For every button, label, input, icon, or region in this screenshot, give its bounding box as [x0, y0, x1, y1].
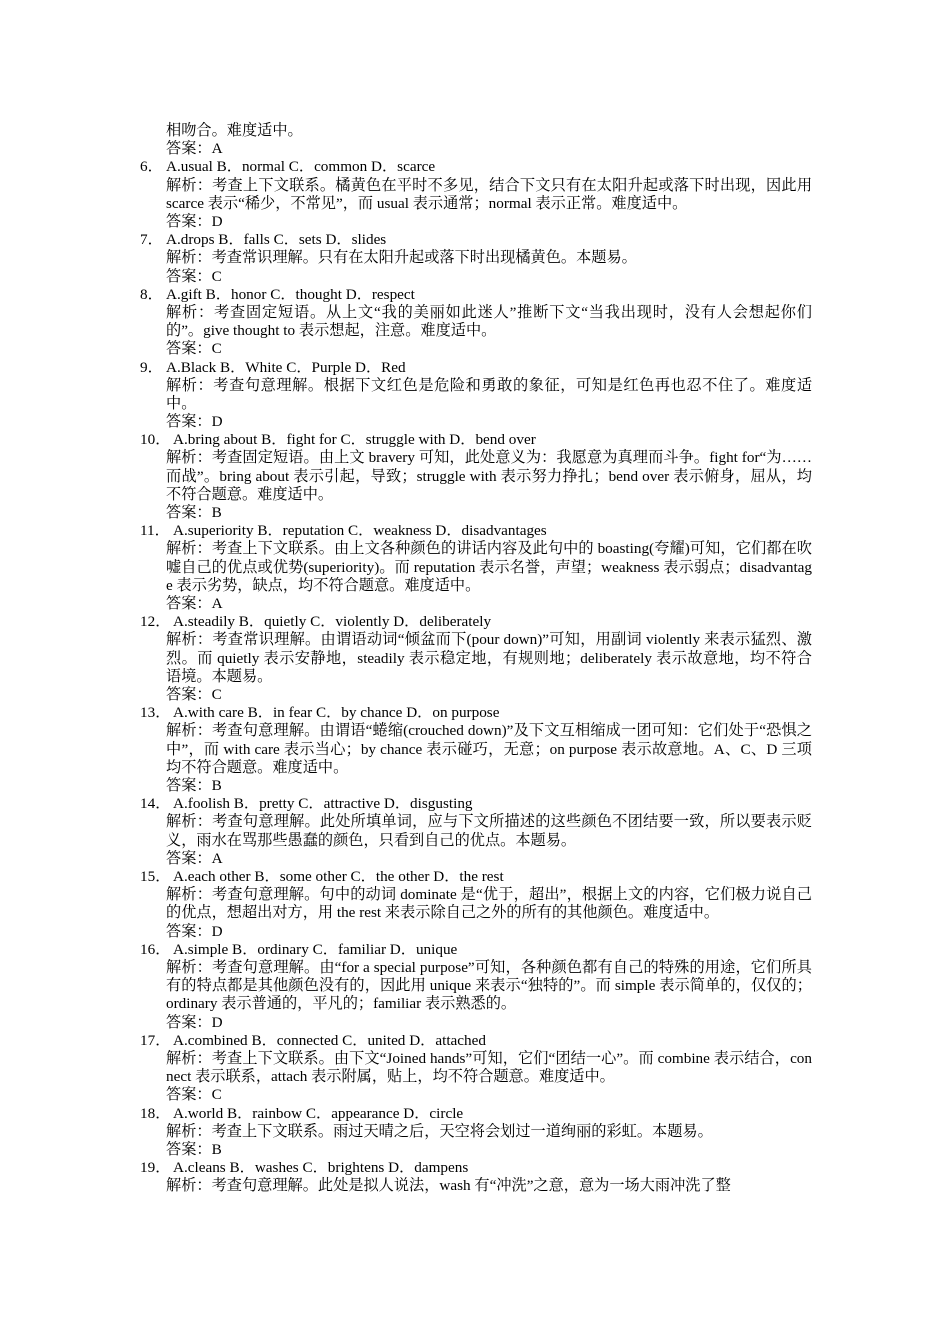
question-options: A.foolish B．pretty C．attractive D．disgusting [173, 795, 473, 813]
analysis-text: 解析：考查句意理解。由“for a special purpose”可知，各种颜色都有自己的特殊的用途，它们所具有的特点都是其他颜色没有的，因此用 unique 来表示“独特的”。而 simple 表示简单的，仅仅的；ordinary 表示普通的，平凡的；familiar 表示熟悉的。 [166, 958, 812, 1013]
question-item [140, 613, 812, 704]
question-options: A.bring about B．fight for C．struggle with D．bend over [173, 431, 536, 449]
question-options-line [140, 704, 812, 722]
question-item [140, 158, 812, 231]
question-item [140, 359, 812, 432]
analysis-text: 解析：考查固定短语。从上文“我的美丽如此迷人”推断下文“当我出现时，没有人会想起你们的”。give thought to 表示想起，注意。难度适中。 [166, 303, 812, 340]
question-options-line [140, 941, 812, 959]
analysis-text: 解析：考查固定短语。由上文 bravery 可知，此处意义为：我愿意为真理而斗争。fight for“为……而战”。bring about 表示引起，导致；struggle with 表示努力挣扎；bend over 表示俯身，屈从，均不符合题意。难度适中。 [166, 449, 812, 503]
answer-line: 答案：D [166, 413, 223, 431]
answer-line: 答案：D [166, 922, 223, 940]
analysis-text: 解析：考查上下文联系。雨过天晴之后，天空将会划过一道绚丽的彩虹。本题易。 [166, 1122, 713, 1140]
answer-line: 答案：A [166, 595, 223, 613]
question-options: A.drops B．falls C．sets D．slides [166, 231, 387, 249]
question-number: 11． [140, 522, 170, 540]
question-number: 10． [140, 431, 171, 449]
question-options: A.world B．rainbow C．appearance D．circle [173, 1104, 464, 1122]
answer-line: 答案：B [166, 777, 222, 795]
answer-line: 答案：C [166, 686, 222, 704]
question-options: A.simple B．ordinary C．familiar D．unique [173, 940, 458, 958]
question-item [140, 795, 812, 868]
question-number: 16． [140, 940, 171, 958]
question-options: A.gift B．honor C．thought D．respect [166, 285, 415, 303]
question-number: 15． [140, 868, 171, 886]
document-content [140, 122, 812, 1196]
question-options-line [140, 286, 812, 304]
analysis-text: 解析：考查上下文联系。橘黄色在平时不多见，结合下文只有在太阳升起或落下时出现，因此用 scarce 表示“稀少，不常见”，而 usual 表示通常；normal 表示正常。难度适中。 [166, 176, 812, 212]
question-item [140, 941, 812, 1032]
answer-line: 答案：B [166, 1140, 222, 1158]
question-options-line [140, 359, 812, 377]
answer-line: 答案：A [166, 849, 223, 867]
question-options-line [140, 231, 812, 249]
question-options-line [140, 1159, 812, 1177]
answer-line: 答案：C [166, 1086, 222, 1104]
analysis-text: 解析：考查句意理解。句中的动词 dominate 是“优于，超出”，根据上文的内容，它们极力说自己的优点，想超出对方，用 the rest 来表示除自己之外的所有的其他颜色。难度适中。 [166, 886, 812, 922]
question-options-line [140, 522, 812, 540]
question-options-line [140, 1032, 812, 1050]
continued-analysis-text: 相吻合。难度适中。 [166, 122, 303, 139]
question-number: 14． [140, 795, 171, 813]
question-item [140, 286, 812, 359]
question-number: 8． [140, 285, 163, 303]
analysis-text: 解析：考查句意理解。此处是拟人说法，wash 有“冲洗”之意，意为一场大雨冲洗了整 [166, 1177, 731, 1195]
question-options: A.each other B．some other C．the other D．the rest [173, 868, 504, 886]
question-options-line [140, 431, 812, 449]
answer-line: 答案：C [166, 267, 222, 285]
question-options-line [140, 158, 812, 176]
question-number: 7． [140, 231, 163, 249]
question-item [140, 1159, 812, 1195]
question-item [140, 1105, 812, 1160]
question-number: 19． [140, 1159, 171, 1177]
analysis-text: 解析：考查上下文联系。由上文各种颜色的讲话内容及此句中的 boasting(夸耀)可知，它们都在吹嘘自己的优点或优势(superiority)。而 reputation 表示名誉，声望；weakness 表示弱点；disadvantage 表示劣势，缺点，均不符合题意。难度适中。 [166, 540, 812, 594]
question-options: A.combined B．connected C．united D．attached [173, 1031, 486, 1049]
question-options: A.usual B．normal C．common D．scarce [166, 158, 436, 176]
question-item [140, 868, 812, 941]
question-number: 13． [140, 704, 171, 722]
analysis-text: 解析：考查句意理解。根据下文红色是危险和勇敢的象征，可知是红色再也忍不住了。难度适中。 [166, 376, 812, 412]
analysis-text: 解析：考查句意理解。由谓语“蜷缩(crouched down)”及下文互相缩成一团可知：它们处于“恐惧之中”，而 with care 表示当心；by chance 表示碰巧，无意；on purpose 表示故意地。A、C、D 三项均不符合题意。难度适中。 [166, 722, 812, 776]
question-number: 12． [140, 613, 171, 631]
question-options: A.with care B．in fear C．by chance D．on purpose [173, 704, 500, 722]
answer-line: 答案：B [166, 504, 222, 522]
question-number: 6． [140, 158, 163, 176]
question-options: A.Black B．White C．Purple D．Red [166, 358, 406, 376]
question-item [140, 431, 812, 522]
question-item [140, 522, 812, 613]
question-list [140, 158, 812, 1195]
question-item [140, 704, 812, 795]
analysis-text: 解析：考查句意理解。此处所填单词，应与下文所描述的这些颜色不团结要一致，所以要表示贬义，雨水在骂那些愚蠢的颜色，只看到自己的优点。本题易。 [166, 813, 812, 849]
analysis-text: 解析：考查常识理解。只有在太阳升起或落下时出现橘黄色。本题易。 [166, 249, 637, 267]
question-options: A.steadily B．quietly C．violently D．deliberately [173, 613, 492, 631]
question-options-line [140, 868, 812, 886]
analysis-text: 解析：考查常识理解。由谓语动词“倾盆而下(pour down)”可知，用副词 violently 来表示猛烈、激烈。而 quietly 表示安静地，steadily 表示稳定地，有规则地；deliberately 表示故意地，均不符合语境。本题易。 [166, 631, 812, 685]
question-options: A.superiority B．reputation C．weakness D．disadvantages [173, 522, 547, 540]
answer-line: 答案：D [166, 1013, 223, 1031]
answer-line: 答案：A [166, 140, 223, 158]
question-options: A.cleans B．washes C．brightens D．dampens [173, 1159, 469, 1177]
question-item [140, 231, 812, 286]
question-options-line [140, 795, 812, 813]
question-options-line [140, 613, 812, 631]
question-number: 17． [140, 1031, 171, 1049]
question-item [140, 1032, 812, 1105]
question-number: 18． [140, 1104, 171, 1122]
answer-line: 答案：C [166, 340, 222, 358]
answer-line: 答案：D [166, 212, 223, 230]
question-number: 9． [140, 358, 163, 376]
analysis-text: 解析：考查上下文联系。由下文“Joined hands”可知，它们“团结一心”。而 combine 表示结合，connect 表示联系，attach 表示附属，贴上，均不符合题意。难度适中。 [166, 1049, 812, 1086]
question-options-line [140, 1105, 812, 1123]
